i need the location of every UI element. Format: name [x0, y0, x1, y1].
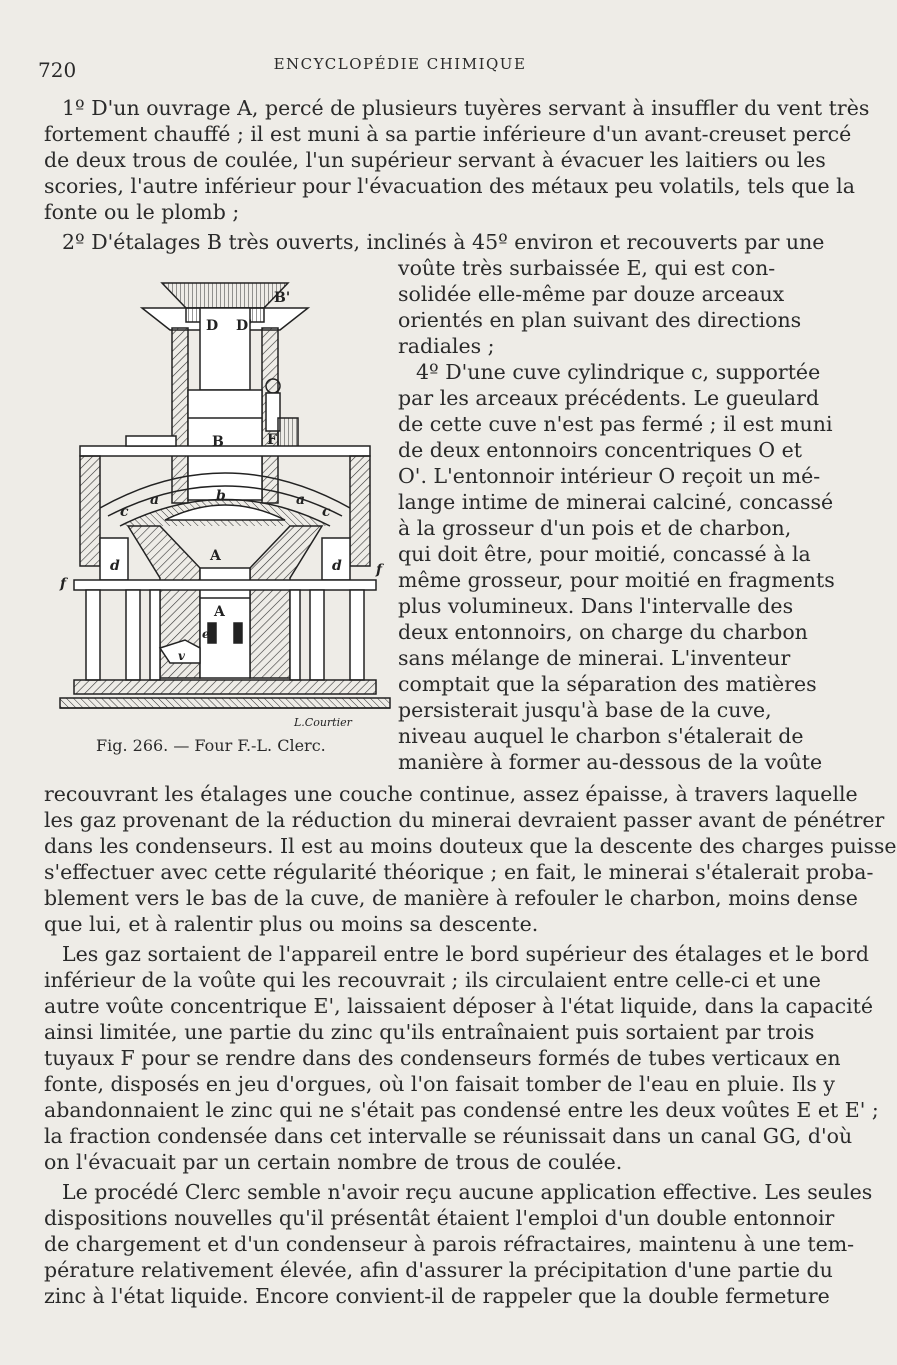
label-e: e — [202, 627, 210, 641]
label-d-left: d — [110, 558, 120, 574]
text-line: inférieur de la voûte qui les recouvrait ; ils circulaient entre celle-ci et une — [44, 968, 821, 992]
running-title: ENCYCLOPÉDIE CHIMIQUE — [273, 55, 527, 73]
label-b: B — [212, 434, 224, 450]
label-c-right: c — [322, 504, 331, 520]
text-line: O'. L'entonnoir intérieur O reçoit un mé- — [398, 464, 821, 488]
page-number: 720 — [38, 58, 77, 82]
text-line: on l'évacuait par un certain nombre de trous de coulée. — [44, 1150, 623, 1174]
label-a-left: a — [150, 492, 160, 508]
text-line: orientés en plan suivant des directions — [398, 308, 802, 332]
text-line: persisterait jusqu'à base de la cuve, — [398, 698, 772, 722]
text-line: recouvrant les étalages une couche continue, assez épaisse, à travers laquelle — [44, 782, 858, 806]
label-b-prime: B' — [274, 290, 291, 306]
label-a-upper: A — [210, 548, 221, 564]
text-line: qui doit être, pour moitié, concassé à la — [398, 542, 811, 566]
label-f-right: f — [376, 562, 383, 578]
label-a-right: a — [296, 492, 306, 508]
label-d-prime: D' — [236, 318, 253, 334]
text-line: la fraction condensée dans cet intervalle se réunissait dans un canal GG, d'où — [44, 1124, 853, 1148]
label-d: D — [206, 318, 219, 334]
text-line: zinc à l'état liquide. Encore convient-il de rappeler que la double fermeture — [44, 1284, 830, 1308]
label-v: v — [178, 649, 185, 663]
text-line: 1º D'un ouvrage A, percé de plusieurs tuyères servant à insuffler du vent très — [62, 96, 870, 120]
furnace-diagram — [60, 268, 390, 738]
text-line: comptait que la séparation des matières — [398, 672, 817, 696]
text-line: 4º D'une cuve cylindrique c, supportée — [416, 360, 821, 384]
label-b-lower: b — [216, 488, 226, 504]
text-line: de deux entonnoirs concentriques O et — [398, 438, 802, 462]
text-line: de cette cuve n'est pas fermé ; il est muni — [398, 412, 833, 436]
text-line: s'effectuer avec cette régularité théorique ; en fait, le minerai s'étalerait proba- — [44, 860, 874, 884]
figure-caption: Fig. 266. — Four F.-L. Clerc. — [96, 736, 326, 755]
text-line: plus volumineux. Dans l'intervalle des — [398, 594, 794, 618]
text-line: fortement chauffé ; il est muni à sa partie inférieure d'un avant-creuset percé — [44, 122, 852, 146]
text-line: Les gaz sortaient de l'appareil entre le bord supérieur des étalages et le bord — [62, 942, 869, 966]
text-line: deux entonnoirs, on charge du charbon — [398, 620, 808, 644]
text-line: tuyaux F pour se rendre dans des condenseurs formés de tubes verticaux en — [44, 1046, 841, 1070]
text-line: Le procédé Clerc semble n'avoir reçu aucune application effective. Les seules — [62, 1180, 873, 1204]
text-line: que lui, et à ralentir plus ou moins sa descente. — [44, 912, 539, 936]
text-line: par les arceaux précédents. Le gueulard — [398, 386, 820, 410]
text-line: 2º D'étalages B très ouverts, inclinés à 45º environ et recouverts par une — [62, 230, 825, 254]
text-line: radiales ; — [398, 334, 495, 358]
engraver-signature: L.Courtier — [294, 716, 352, 729]
text-line: pérature relativement élevée, afin d'assurer la précipitation d'une partie du — [44, 1258, 833, 1282]
text-line: même grosseur, pour moitié en fragments — [398, 568, 835, 592]
text-line: les gaz provenant de la réduction du minerai devraient passer avant de pénétrer — [44, 808, 885, 832]
text-line: scories, l'autre inférieur pour l'évacuation des métaux peu volatils, tels que la — [44, 174, 855, 198]
label-f: F — [267, 432, 277, 448]
text-line: abandonnaient le zinc qui ne s'était pas condensé entre les deux voûtes E et E' ; — [44, 1098, 879, 1122]
text-line: fonte ou le plomb ; — [44, 200, 240, 224]
text-line: de deux trous de coulée, l'un supérieur servant à évacuer les laitiers ou les — [44, 148, 826, 172]
text-line: fonte, disposés en jeu d'orgues, où l'on faisait tomber de l'eau en pluie. Ils y — [44, 1072, 835, 1096]
text-line: à la grosseur d'un pois et de charbon, — [398, 516, 792, 540]
text-line: blement vers le bas de la cuve, de manière à refouler le charbon, moins dense — [44, 886, 858, 910]
text-line: de chargement et d'un condenseur à parois réfractaires, maintenu à une tem- — [44, 1232, 855, 1256]
text-line: manière à former au-dessous de la voûte — [398, 750, 823, 774]
text-line: ainsi limitée, une partie du zinc qu'ils entraînaient puis sortaient par trois — [44, 1020, 815, 1044]
text-line: dispositions nouvelles qu'il présentât étaient l'emploi d'un double entonnoir — [44, 1206, 835, 1230]
text-line: lange intime de minerai calciné, concassé — [398, 490, 834, 514]
text-line: sans mélange de minerai. L'inventeur — [398, 646, 791, 670]
text-line: niveau auquel le charbon s'étalerait de — [398, 724, 804, 748]
text-line: voûte très surbaissée E, qui est con- — [398, 256, 776, 280]
text-line: autre voûte concentrique E', laissaient déposer à l'état liquide, dans la capacité — [44, 994, 873, 1018]
label-c-left: c — [120, 504, 129, 520]
text-line: solidée elle-même par douze arceaux — [398, 282, 785, 306]
label-f-left: f — [60, 576, 67, 592]
text-line: dans les condenseurs. Il est au moins douteux que la descente des charges puisse — [44, 834, 897, 858]
label-a-lower: A — [214, 604, 225, 620]
label-d-right: d — [332, 558, 342, 574]
